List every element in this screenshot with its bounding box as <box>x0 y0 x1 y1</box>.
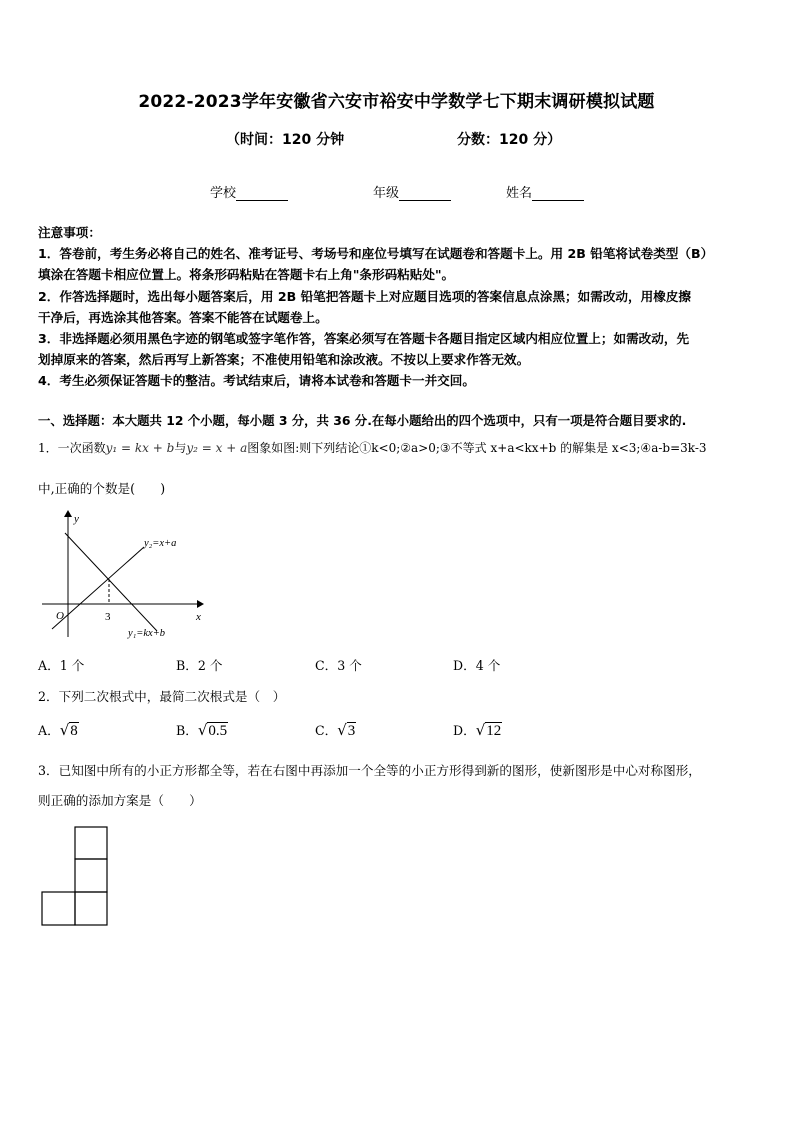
grade-field <box>373 182 451 201</box>
tick-label-3: 3 <box>105 611 111 623</box>
q1-graph <box>38 505 213 645</box>
note-line: 4．考生必须保证答题卡的整洁。考试结束后，请将本试卷和答题卡一并交回。 <box>38 373 475 388</box>
note-line: 3．非选择题必须用黑色字迹的钢笔或签字笔作答，答案必须写在答题卡各题目指定区域内相应位置上；如需改动，先 <box>38 331 690 346</box>
square-middle <box>75 859 107 892</box>
label-y2: y₂=x+a <box>144 538 177 549</box>
name-blank[interactable] <box>532 187 584 201</box>
school-label: 学校 <box>210 186 237 201</box>
name-label: 姓名 <box>506 186 533 201</box>
q1-stem-line2: 中,正确的个数是( ) <box>38 481 166 496</box>
exam-score: 分数：120 分） <box>457 132 562 148</box>
q1-option-d[interactable]: D．4 个 <box>453 658 501 673</box>
q1-suffix: 图象如图:则下列结论①k<0;②a>0;③不等式 x+a<kx+b 的解集是 x<3;④a-b=3k-3 <box>247 441 707 455</box>
radical-icon: √3 <box>337 721 356 739</box>
note-line: 划掉原来的答案，然后再写上新答案；不准使用铅笔和涂改液。不按以上要求作答无效。 <box>38 352 530 367</box>
q1-option-c[interactable]: C．3 个 <box>315 658 362 673</box>
school-field <box>210 182 288 201</box>
q3-square-figure <box>40 826 112 928</box>
q2-option-b[interactable]: B．√0.5 <box>176 721 228 739</box>
q1-option-b[interactable]: B．2 个 <box>176 658 223 673</box>
exam-title: 2022-2023学年安徽省六安市裕安中学数学七下期末调研模拟试题 <box>138 92 655 112</box>
note-line: 填涂在答题卡相应位置上。将条形码粘贴在答题卡右上角"条形码粘贴处"。 <box>38 267 455 282</box>
q1-mid: 与 <box>174 441 187 455</box>
school-blank[interactable] <box>236 187 288 201</box>
grade-label: 年级 <box>373 186 400 201</box>
x-axis-label: x <box>196 611 201 623</box>
radical-icon: √0.5 <box>197 721 228 739</box>
q1-formula-1: y₁ = kx + b <box>105 441 175 455</box>
line-y2 <box>52 547 144 629</box>
q1-formula-2: y₂ = x + a <box>186 441 248 455</box>
radical-icon: √12 <box>475 721 502 739</box>
q2-option-a[interactable]: A．√8 <box>38 721 78 739</box>
note-line: 干净后，再选涂其他答案。答案不能答在试题卷上。 <box>38 310 328 325</box>
radical-icon: √8 <box>59 721 78 739</box>
notes-heading: 注意事项： <box>38 225 101 240</box>
square-top <box>75 827 107 859</box>
q1-stem <box>38 439 707 456</box>
name-field <box>506 182 584 201</box>
q2-stem: 2．下列二次根式中，最简二次根式是（ ） <box>38 689 286 704</box>
section-heading: 一、选择题：本大题共 12 个小题，每小题 3 分，共 36 分.在每小题给出的四个选项中，只有一项是符合题目要求的. <box>38 413 687 428</box>
grade-blank[interactable] <box>399 187 451 201</box>
q3-stem: 3．已知图中所有的小正方形都全等，若在右图中再添加一个全等的小正方形得到新的图形，使新图形是中心对称图形， <box>38 763 701 778</box>
note-line: 1．答卷前，考生务必将自己的姓名、准考证号、考场号和座位号填写在试题卷和答题卡上。用 2B 铅笔将试卷类型（B） <box>38 246 714 261</box>
exam-time: （时间：120 分钟 <box>226 132 345 148</box>
label-y1: y₁=kx+b <box>128 628 166 639</box>
origin-label: O <box>56 610 64 622</box>
note-line: 2．作答选择题时，选出每小题答案后，用 2B 铅笔把答题卡上对应题目选项的答案信息点涂黑；如需改动，用橡皮擦 <box>38 289 691 304</box>
square-bottom-left <box>42 892 75 925</box>
q2-option-d[interactable]: D．√12 <box>453 721 502 739</box>
square-bottom-right <box>75 892 107 925</box>
y-axis-label: y <box>74 513 79 525</box>
q2-option-c[interactable]: C．√3 <box>315 721 356 739</box>
q1-prefix: 1．一次函数 <box>38 441 106 455</box>
q3-stem-line2: 则正确的添加方案是（ ） <box>38 793 202 808</box>
q1-option-a[interactable]: A．1 个 <box>38 658 85 673</box>
